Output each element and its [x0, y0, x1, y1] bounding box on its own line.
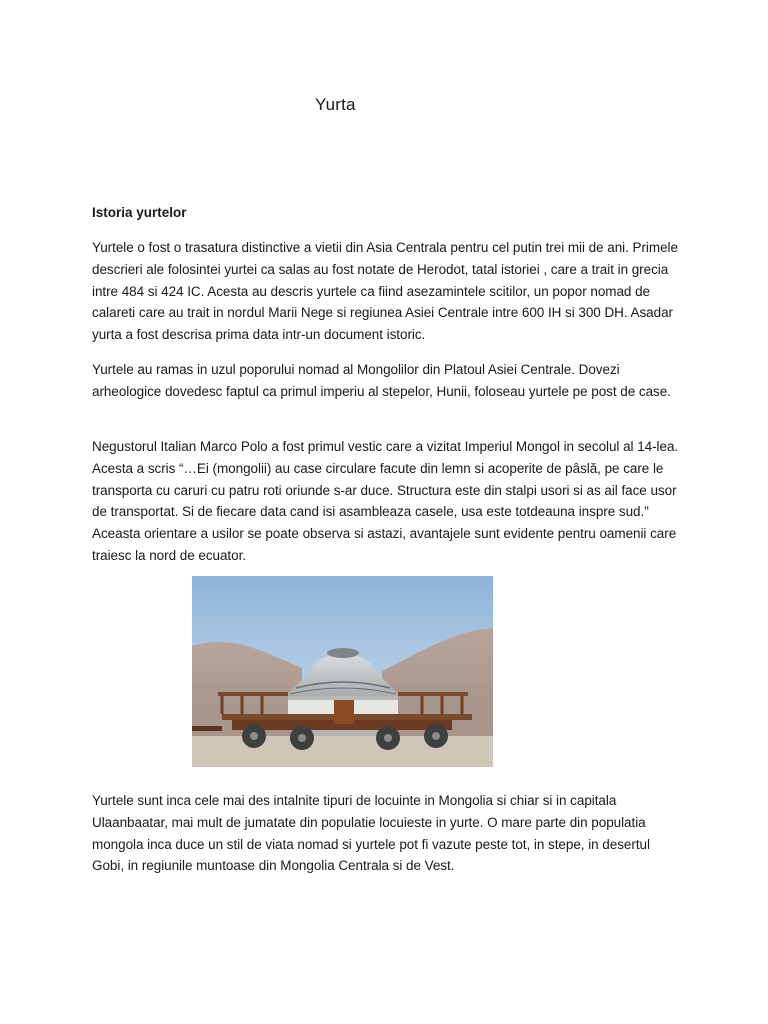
paragraph-2: Yurtele au ramas in uzul poporului nomad al Mongolilor din Platoul Asiei Centrale. Dovezi arheologice dovedesc faptul ca primul imperiu al stepelor, Hunii, foloseau yurtele pe post de case.: [92, 362, 671, 399]
section-heading: Istoria yurtelor: [92, 205, 187, 220]
paragraph-4: Yurtele sunt inca cele mai des intalnite tipuri de locuinte in Mongolia si chiar si in capitala Ulaanbaatar, mai mult de jumatate din populatie locuieste in yurte. O mare parte din populatia mongola inca duce un stil de viata nomad si yurtele pot fi vazute peste tot, in stepe, in desertul Gobi, in regiunile muntoase din Mongolia Centrala si de Vest.: [92, 793, 650, 874]
paragraph-1: Yurtele o fost o trasatura distinctive a vietii din Asia Centrala pentru cel putin trei mii de ani. Primele descrieri ale folosintei yurtei ca salas au fost notate de Herodot, tatal istoriei , care a trait in grecia intre 484 si 424 IC. Acesta au descris yurtele ca fiind asezamintele scitilor, un popor nomad de calareti care au trait in nordul Marii Nege si regiunea Asiei Centrale intre 600 IH si 300 DH. Asadar yurta a fost descrisa prima data intr-un document istoric.: [92, 240, 678, 343]
paragraph-3: Negustorul Italian Marco Polo a fost primul vestic care a vizitat Imperiul Mongol in secolul al 14-lea. Acesta a scris “…Ei (mongolii) au case circulare facute din lemn si acoperite de pâslă, pe care le transporta cu caruri cu patru roti oriunde s-ar duce. Structura este din stalpi usori si as ail face usor de transportat. Si de fiecare data cand isi asambleaza casele, usa este totdeauna inspre sud.” Aceasta orientare a usilor se poate observa si astazi, avantajele sunt evidente pentru oamenii care traiesc la nord de ecuator.: [92, 439, 679, 563]
document-title: Yurta: [315, 95, 356, 114]
yurt-photo: [192, 576, 493, 767]
